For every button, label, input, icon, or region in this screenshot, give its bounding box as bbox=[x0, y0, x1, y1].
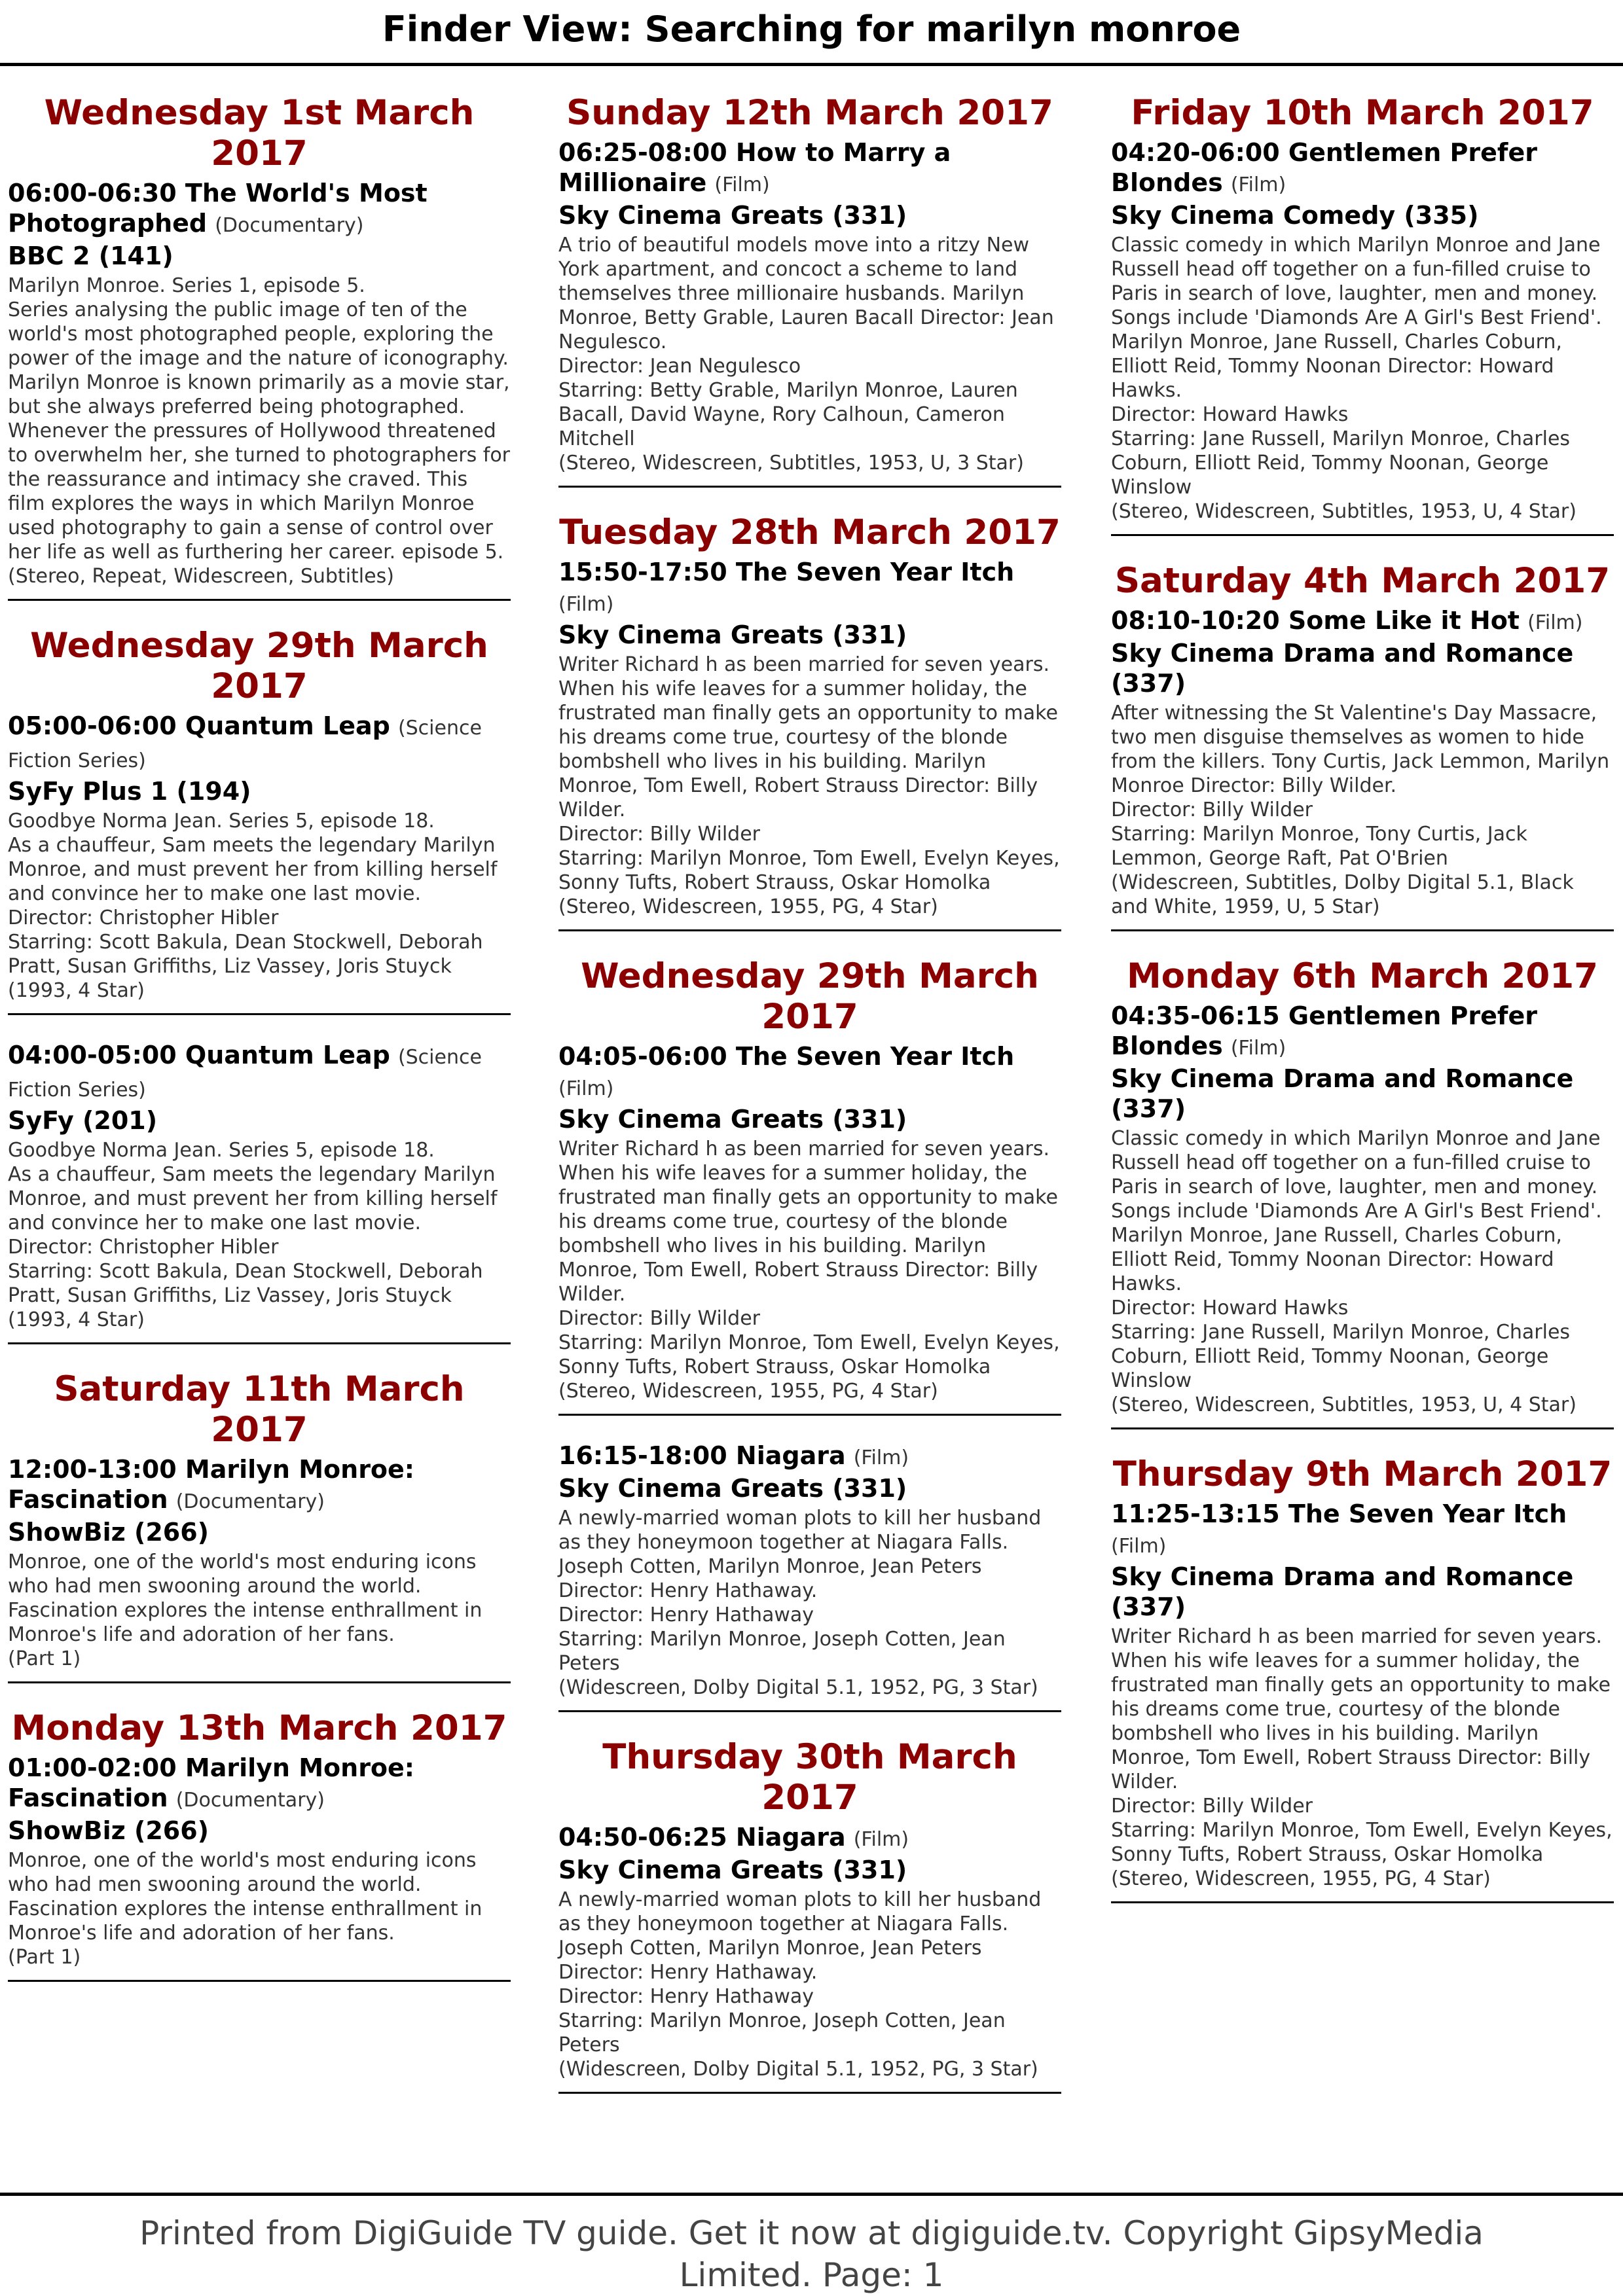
programme-description: A newly-married woman plots to kill her husband as they honeymoon together at Niagara Falls. Joseph Cotten, Marilyn Monroe, Jean Peters Director: Henry Hathaway. Director: Henry Hathaway Starring: Marilyn Monroe, Joseph Cotten, Jean Peters (Widescreen, Dolby Digital 5.1, 1952, PG, 3 Star) bbox=[558, 1888, 1042, 2081]
programme-time-title: 04:20-06:00 Gentlemen Prefer Blondes bbox=[1111, 138, 1537, 197]
programme-entry[interactable] bbox=[8, 711, 511, 1015]
date-heading: Friday 10th March 2017 bbox=[1131, 93, 1594, 133]
listing-column-3 bbox=[1111, 93, 1614, 1928]
programme-time-title: 06:25-08:00 How to Marry a Millionaire bbox=[558, 138, 951, 197]
page-title: Finder View: Searching for marilyn monroe bbox=[382, 9, 1241, 50]
date-heading: Tuesday 28th March 2017 bbox=[559, 512, 1061, 552]
date-section bbox=[1111, 561, 1614, 931]
programme-heading bbox=[8, 1753, 511, 1816]
channel-name: Sky Cinema Greats (331) bbox=[558, 1856, 907, 1884]
programme-heading bbox=[558, 557, 1061, 620]
channel-name: Sky Cinema Greats (331) bbox=[558, 620, 907, 649]
date-section bbox=[1111, 1454, 1614, 1903]
programme-genre: (Documentary) bbox=[215, 214, 364, 237]
programme-time-title: 06:00-06:30 The World's Most Photographed bbox=[8, 179, 428, 238]
programme-description: Classic comedy in which Marilyn Monroe and Jane Russell head off together on a fun-filled cruise to Paris in search of love, laughter, men and money. Songs include 'Diamonds Are A Girl's Best Friend'. Marilyn Monroe, Jane Russell, Charles Coburn, Elliott Reid, Tommy Noonan Director: Howard Hawks. Director: Howard Hawks Starring: Jane Russell, Marilyn Monroe, Charles Coburn, Elliott Reid, Tommy Noonan, George Winslow (Stereo, Widescreen, Subtitles, 1953, U, 4 Star) bbox=[1111, 1127, 1602, 1416]
programme-entry[interactable] bbox=[558, 1441, 1061, 1712]
programme-genre: (Documentary) bbox=[175, 1789, 325, 1812]
programme-genre: (Documentary) bbox=[175, 1490, 325, 1513]
channel-name: Sky Cinema Greats (331) bbox=[558, 1105, 907, 1134]
programme-heading bbox=[558, 1822, 1061, 1855]
listing-column-1 bbox=[8, 93, 511, 2007]
date-heading: Saturday 4th March 2017 bbox=[1114, 561, 1611, 601]
top-divider bbox=[0, 63, 1623, 66]
date-section bbox=[8, 1369, 511, 1683]
programme-time-title: 11:25-13:15 The Seven Year Itch bbox=[1111, 1499, 1567, 1528]
date-section bbox=[8, 1708, 511, 1982]
programme-heading bbox=[558, 137, 1061, 200]
date-heading: Monday 6th March 2017 bbox=[1126, 956, 1599, 996]
date-heading: Thursday 9th March 2017 bbox=[1112, 1454, 1613, 1494]
channel-name: BBC 2 (141) bbox=[8, 242, 173, 270]
channel-name: Sky Cinema Drama and Romance (337) bbox=[1111, 1064, 1574, 1123]
programme-time-title: 08:10-10:20 Some Like it Hot bbox=[1111, 606, 1520, 635]
programme-description: A trio of beautiful models move into a ritzy New York apartment, and concoct a scheme to land themselves three millionaire husbands. Marilyn Monroe, Betty Grable, Lauren Bacall Director: Jean Negulesco. Director: Jean Negulesco Starring: Betty Grable, Marilyn Monroe, Lauren Bacall, David Wayne, Rory Calhoun, Cameron Mitchell (Stereo, Widescreen, Subtitles, 1953, U, 3 Star) bbox=[558, 234, 1054, 475]
programme-heading bbox=[558, 1041, 1061, 1104]
programme-time-title: 12:00-13:00 Marilyn Monroe: Fascination bbox=[8, 1455, 415, 1514]
programme-entry[interactable] bbox=[1111, 137, 1614, 536]
programme-genre: (Film) bbox=[1230, 173, 1286, 196]
date-section bbox=[1111, 93, 1614, 536]
programme-genre: (Film) bbox=[558, 593, 614, 616]
programme-heading bbox=[8, 1040, 511, 1105]
programme-time-title: 15:50-17:50 The Seven Year Itch bbox=[558, 558, 1015, 586]
programme-description: Goodbye Norma Jean. Series 5, episode 18. As a chauffeur, Sam meets the legendary Marilyn Monroe, and must prevent her from killing herself and convince her to make one last movie. Director: Christopher Hibler Starring: Scott Bakula, Dean Stockwell, Deborah Pratt, Susan Griffiths, Liz Vassey, Joris Stuyck (1993, 4 Star) bbox=[8, 1139, 498, 1331]
programme-description: Classic comedy in which Marilyn Monroe and Jane Russell head off together on a fun-filled cruise to Paris in search of love, laughter, men and money. Songs include 'Diamonds Are A Girl's Best Friend'. Marilyn Monroe, Jane Russell, Charles Coburn, Elliott Reid, Tommy Noonan Director: Howard Hawks. Director: Howard Hawks Starring: Jane Russell, Marilyn Monroe, Charles Coburn, Elliott Reid, Tommy Noonan, George Winslow (Stereo, Widescreen, Subtitles, 1953, U, 4 Star) bbox=[1111, 234, 1602, 523]
programme-entry[interactable] bbox=[558, 1822, 1061, 2094]
programme-time-title: 01:00-02:00 Marilyn Monroe: Fascination bbox=[8, 1753, 415, 1812]
programme-entry[interactable] bbox=[8, 1454, 511, 1683]
programme-entry[interactable] bbox=[1111, 1499, 1614, 1903]
programme-genre: (Film) bbox=[558, 1077, 614, 1100]
date-heading: Wednesday 1st March 2017 bbox=[44, 93, 475, 173]
channel-name: ShowBiz (266) bbox=[8, 1518, 210, 1547]
date-heading: Wednesday 29th March 2017 bbox=[30, 626, 488, 706]
programme-time-title: 04:50-06:25 Niagara bbox=[558, 1823, 846, 1852]
channel-name: Sky Cinema Drama and Romance (337) bbox=[1111, 639, 1574, 698]
date-heading: Saturday 11th March 2017 bbox=[54, 1369, 465, 1450]
programme-heading bbox=[1111, 1499, 1614, 1562]
programme-heading bbox=[8, 711, 511, 776]
date-heading: Thursday 30th March 2017 bbox=[602, 1737, 1017, 1818]
programme-time-title: 04:00-05:00 Quantum Leap bbox=[8, 1041, 390, 1069]
channel-name: SyFy (201) bbox=[8, 1106, 158, 1135]
date-section bbox=[8, 93, 511, 601]
programme-time-title: 04:35-06:15 Gentlemen Prefer Blondes bbox=[1111, 1001, 1537, 1060]
programme-description: A newly-married woman plots to kill her husband as they honeymoon together at Niagara Falls. Joseph Cotten, Marilyn Monroe, Jean Peters Director: Henry Hathaway. Director: Henry Hathaway Starring: Marilyn Monroe, Joseph Cotten, Jean Peters (Widescreen, Dolby Digital 5.1, 1952, PG, 3 Star) bbox=[558, 1507, 1042, 1699]
date-heading: Monday 13th March 2017 bbox=[11, 1708, 507, 1748]
programme-heading bbox=[8, 1454, 511, 1517]
programme-genre: (Film) bbox=[1111, 1535, 1167, 1558]
programme-genre: (Film) bbox=[1527, 611, 1583, 634]
programme-description: Marilyn Monroe. Series 1, episode 5. Series analysing the public image of ten of the world's most photographed people, exploring the power of the image and the nature of iconography. Marilyn Monroe is known primarily as a movie star, but she always preferred being photographed. Whenever the pressures of Hollywood threatened to overwhelm her, she turned to photographers for the reassurance and intimacy she craved. This film explores the ways in which Marilyn Monroe used photography to gain a sense of control over her life as well as furthering her career. episode 5. (Stereo, Repeat, Widescreen, Subtitles) bbox=[8, 274, 511, 588]
programme-entry[interactable] bbox=[558, 1041, 1061, 1416]
programme-time-title: 04:05-06:00 The Seven Year Itch bbox=[558, 1042, 1015, 1071]
programme-heading bbox=[1111, 605, 1614, 638]
programme-genre: (Science Fiction Series) bbox=[8, 1046, 482, 1102]
programme-description: Writer Richard h as been married for seven years. When his wife leaves for a summer holiday, the frustrated man finally gets an opportunity to make his dreams come true, courtesy of the blonde bombshell who lives in his building. Marilyn Monroe, Tom Ewell, Robert Strauss Director: Billy Wilder. Director: Billy Wilder Starring: Marilyn Monroe, Tom Ewell, Evelyn Keyes, Sonny Tufts, Robert Strauss, Oskar Homolka (Stereo, Widescreen, 1955, PG, 4 Star) bbox=[558, 1138, 1060, 1403]
programme-entry[interactable] bbox=[8, 1040, 511, 1344]
programme-heading bbox=[1111, 1001, 1614, 1064]
date-heading: Sunday 12th March 2017 bbox=[566, 93, 1053, 133]
programme-description: Monroe, one of the world's most enduring icons who had men swooning around the world. Fascination explores the intense enthrallment in Monroe's life and adoration of her fans. (Part 1) bbox=[8, 1551, 483, 1670]
programme-description: Goodbye Norma Jean. Series 5, episode 18. As a chauffeur, Sam meets the legendary Marilyn Monroe, and must prevent her from killing herself and convince her to make one last movie. Director: Christopher Hibler Starring: Scott Bakula, Dean Stockwell, Deborah Pratt, Susan Griffiths, Liz Vassey, Joris Stuyck (1993, 4 Star) bbox=[8, 810, 498, 1002]
programme-entry[interactable] bbox=[8, 1753, 511, 1982]
programme-genre: (Film) bbox=[714, 173, 770, 196]
programme-description: Writer Richard h as been married for seven years. When his wife leaves for a summer holiday, the frustrated man finally gets an opportunity to make his dreams come true, courtesy of the blonde bombshell who lives in his building. Marilyn Monroe, Tom Ewell, Robert Strauss Director: Billy Wilder. Director: Billy Wilder Starring: Marilyn Monroe, Tom Ewell, Evelyn Keyes, Sonny Tufts, Robert Strauss, Oskar Homolka (Stereo, Widescreen, 1955, PG, 4 Star) bbox=[1111, 1625, 1613, 1890]
programme-description: Monroe, one of the world's most enduring icons who had men swooning around the world. Fascination explores the intense enthrallment in Monroe's life and adoration of her fans. (Part 1) bbox=[8, 1849, 483, 1969]
programme-entry[interactable] bbox=[558, 137, 1061, 488]
programme-genre: (Film) bbox=[853, 1828, 909, 1851]
programme-heading bbox=[8, 178, 511, 241]
channel-name: ShowBiz (266) bbox=[8, 1816, 210, 1845]
date-section bbox=[558, 1737, 1061, 2094]
programme-description: Writer Richard h as been married for seven years. When his wife leaves for a summer holiday, the frustrated man finally gets an opportunity to make his dreams come true, courtesy of the blonde bombshell who lives in his building. Marilyn Monroe, Tom Ewell, Robert Strauss Director: Billy Wilder. Director: Billy Wilder Starring: Marilyn Monroe, Tom Ewell, Evelyn Keyes, Sonny Tufts, Robert Strauss, Oskar Homolka (Stereo, Widescreen, 1955, PG, 4 Star) bbox=[558, 653, 1060, 918]
programme-entry[interactable] bbox=[8, 178, 511, 601]
programme-description: After witnessing the St Valentine's Day Massacre, two men disguise themselves as women to hide from the killers. Tony Curtis, Jack Lemmon, Marilyn Monroe Director: Billy Wilder. Director: Billy Wilder Starring: Marilyn Monroe, Tony Curtis, Jack Lemmon, George Raft, Pat O'Brien (Widescreen, Subtitles, Dolby Digital 5.1, Black and White, 1959, U, 5 Star) bbox=[1111, 702, 1610, 918]
programme-heading bbox=[1111, 137, 1614, 200]
channel-name: Sky Cinema Drama and Romance (337) bbox=[1111, 1562, 1574, 1621]
date-section bbox=[8, 626, 511, 1344]
programme-genre: (Film) bbox=[853, 1446, 909, 1469]
programme-entry[interactable] bbox=[558, 557, 1061, 931]
bottom-divider bbox=[0, 2193, 1623, 2196]
footer-text: Printed from DigiGuide TV guide. Get it now at digiguide.tv. Copyright GipsyMedia Limited. Page: 1 bbox=[139, 2214, 1484, 2294]
channel-name: Sky Cinema Greats (331) bbox=[558, 201, 907, 230]
date-section bbox=[558, 956, 1061, 1712]
channel-name: Sky Cinema Greats (331) bbox=[558, 1474, 907, 1503]
programme-genre: (Film) bbox=[1230, 1037, 1286, 1060]
programme-heading bbox=[558, 1441, 1061, 1473]
date-section bbox=[558, 93, 1061, 488]
listing-column-2 bbox=[558, 93, 1061, 2119]
programme-time-title: 16:15-18:00 Niagara bbox=[558, 1441, 846, 1470]
date-heading: Wednesday 29th March 2017 bbox=[581, 956, 1039, 1037]
channel-name: SyFy Plus 1 (194) bbox=[8, 777, 251, 806]
date-section bbox=[558, 512, 1061, 931]
channel-name: Sky Cinema Comedy (335) bbox=[1111, 201, 1479, 230]
programme-time-title: 05:00-06:00 Quantum Leap bbox=[8, 711, 390, 740]
programme-entry[interactable] bbox=[1111, 605, 1614, 931]
programme-genre: (Science Fiction Series) bbox=[8, 717, 482, 772]
date-section bbox=[1111, 956, 1614, 1429]
programme-entry[interactable] bbox=[1111, 1001, 1614, 1429]
